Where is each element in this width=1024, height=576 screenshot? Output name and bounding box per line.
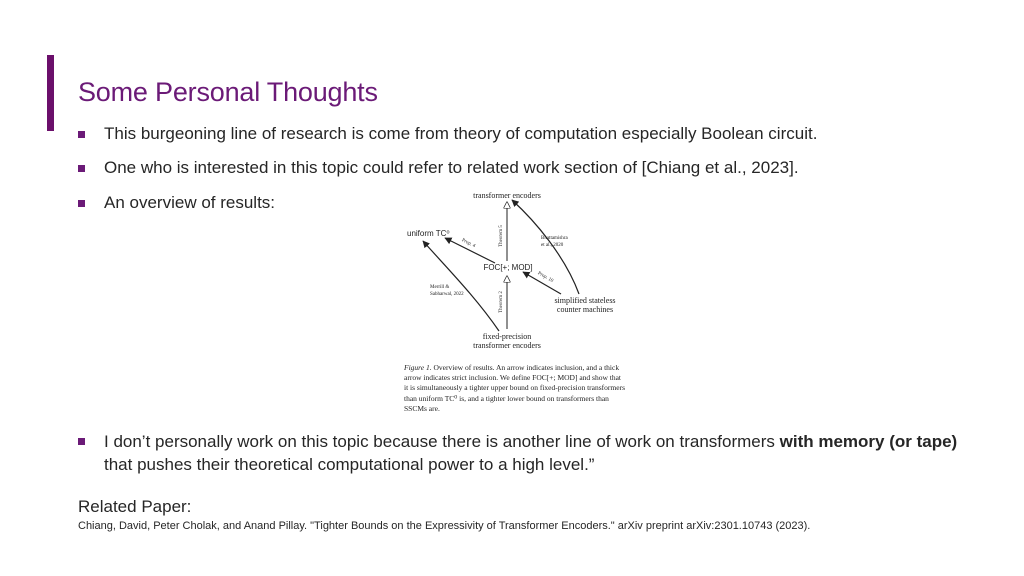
bullet-text: An overview of results:	[104, 193, 276, 212]
label-prop4: Prop. 4	[460, 238, 476, 250]
node-sscm-line1: simplified stateless	[554, 296, 616, 305]
bullet-text: I don’t personally work on this topic because there is another line of work on transformers	[104, 432, 780, 451]
node-fixed-precision-line2: transformer encoders	[473, 341, 541, 350]
node-fixed-precision-line1: fixed-precision	[482, 332, 532, 341]
node-sscm-line2: counter machines	[556, 305, 614, 314]
bullet-square-icon	[78, 131, 85, 138]
node-foc: FOC[+; MOD]	[483, 263, 533, 272]
node-uniform-tc0: uniform TC⁰	[407, 229, 450, 238]
bullet-square-icon	[78, 200, 85, 207]
figure-caption-text: Overview of results. An arrow indicates inclusion, and a thick arrow indicates strict inclusion. We define FOC[+; MOD] and show that it is simultaneously a tighter upper bound on fixed-precision transformers than uniform TC⁰ is, and a tighter lower bound on transformers than SSCMs are.	[404, 363, 625, 413]
label-merrill-line2: Sabharwal, 2022	[430, 292, 464, 297]
node-transformer-encoders: transformer encoders	[473, 191, 541, 200]
label-bhattamishra-line1: Bhattamishra	[541, 236, 568, 241]
label-bhattamishra-line2: et al., 2020	[541, 243, 564, 248]
bullet-text: This burgeoning line of research is come from theory of computation especially Boolean circuit.	[104, 124, 818, 143]
label-theorem2: Theorem 2	[499, 291, 504, 313]
bullet-square-icon	[78, 165, 85, 172]
title-accent-bar	[47, 55, 54, 131]
bullet-text: that pushes their theoretical computational power to a high level.”	[104, 455, 595, 474]
label-prop10: Prop. 10	[536, 271, 554, 284]
related-paper-label: Related Paper:	[78, 497, 192, 516]
bullet-square-icon	[78, 438, 85, 445]
figure-caption-label: Figure 1.	[404, 363, 432, 372]
label-theorem5: Theorem 5	[499, 225, 504, 247]
related-paper-citation: Chiang, David, Peter Cholak, and Anand Pillay. "Tighter Bounds on the Expressivity of Transformer Encoders." arXiv preprint arXiv:2301.10743 (2023).	[78, 520, 811, 532]
bullet-text: One who is interested in this topic could refer to related work section of [Chiang et al., 2023].	[104, 158, 799, 177]
slide-title: Some Personal Thoughts	[78, 77, 378, 107]
bullet-text-rich	[104, 430, 964, 476]
bullet-bold-text: with memory (or tape)	[779, 432, 958, 451]
figure-caption	[404, 363, 626, 414]
results-diagram	[395, 186, 635, 361]
label-merrill-line1: Merrill &	[430, 285, 450, 290]
